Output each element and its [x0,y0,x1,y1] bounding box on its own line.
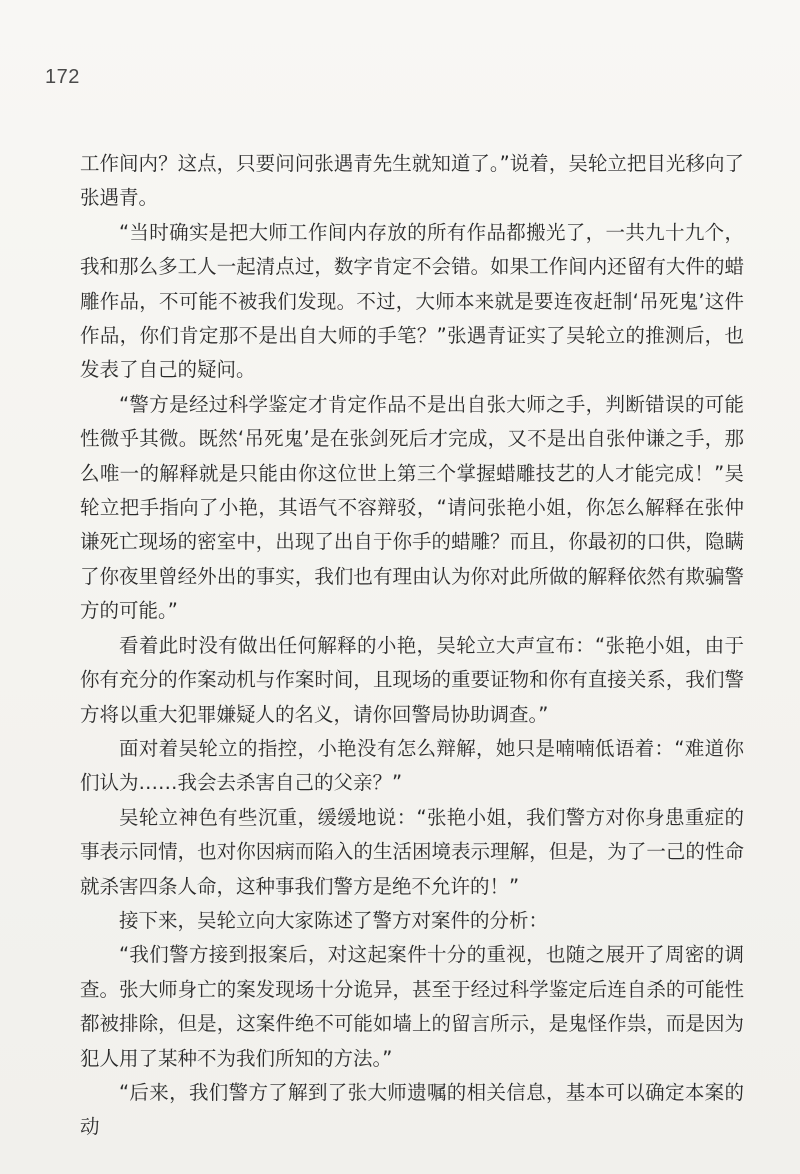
paragraph: 接下来，吴轮立向大家陈述了警方对案件的分析： [119,908,549,932]
paragraph: “警方是经过科学鉴定才肯定作品不是出自张大师之手，判断错误的可能性微乎其微。既然‘吊死鬼’是在张剑死后才完成，又不是出自张仲谦之手，那么唯一的解释就是只能由你这位世上第三个掌握蜡雕技艺的人才能完成！”吴轮立把手指向了小艳，其语气不容辩驳，“请问张艳小姐，你怎么解释在张仲谦死亡现场的密室中，出现了出自于你手的蜡雕？而且，你最初的口供，隐瞒了你夜里曾经外出的事实，我们也有理由认为你对此所做的解释依然有欺骗警方的可能。” [80,392,744,623]
paragraph: 面对着吴轮立的指控，小艳没有怎么辩解，她只是喃喃低语着：“难道你们认为……我会去杀害自己的父亲？” [80,736,744,795]
paragraph: “我们警方接到报案后，对这起案件十分的重视，也随之展开了周密的调查。张大师身亡的案发现场十分诡异，甚至于经过科学鉴定后连自杀的可能性都被排除，但是，这案件绝不可能如墙上的留言所示，是鬼怪作祟，而是因为犯人用了某种不为我们所知的方法。” [80,943,744,1070]
paragraph: “后来，我们警方了解到了张大师遗嘱的相关信息，基本可以确定本案的动 [80,1080,744,1139]
paragraph: 工作间内？这点，只要问问张遇青先生就知道了。”说着，吴轮立把目光移向了张遇青。 [80,152,744,210]
body-text [80,147,744,1145]
paragraph: 看着此时没有做出任何解释的小艳，吴轮立大声宣布：“张艳小姐，由于你有充分的作案动机与作案时间，且现场的重要证物和你有直接关系，我们警方将以重大犯罪嫌疑人的名义，请你回警局协助调查。” [80,633,744,726]
paragraph: “当时确实是把大师工作间内存放的所有作品都搬光了，一共九十九个，我和那么多工人一起清点过，数字肯定不会错。如果工作间内还留有大件的蜡雕作品，不可能不被我们发现。不过，大师本来就是要连夜赶制‘吊死鬼’这件作品，你们肯定那不是出自大师的手笔？”张遇青证实了吴轮立的推测后，也发表了自己的疑问。 [80,220,744,382]
page-number: 172 [45,66,80,88]
paragraph: 吴轮立神色有些沉重，缓缓地说：“张艳小姐，我们警方对你身患重症的事表示同情，也对你因病而陷入的生活困境表示理解，但是，为了一己的性命就杀害四条人命，这种事我们警方是绝不允许的！” [80,805,744,898]
